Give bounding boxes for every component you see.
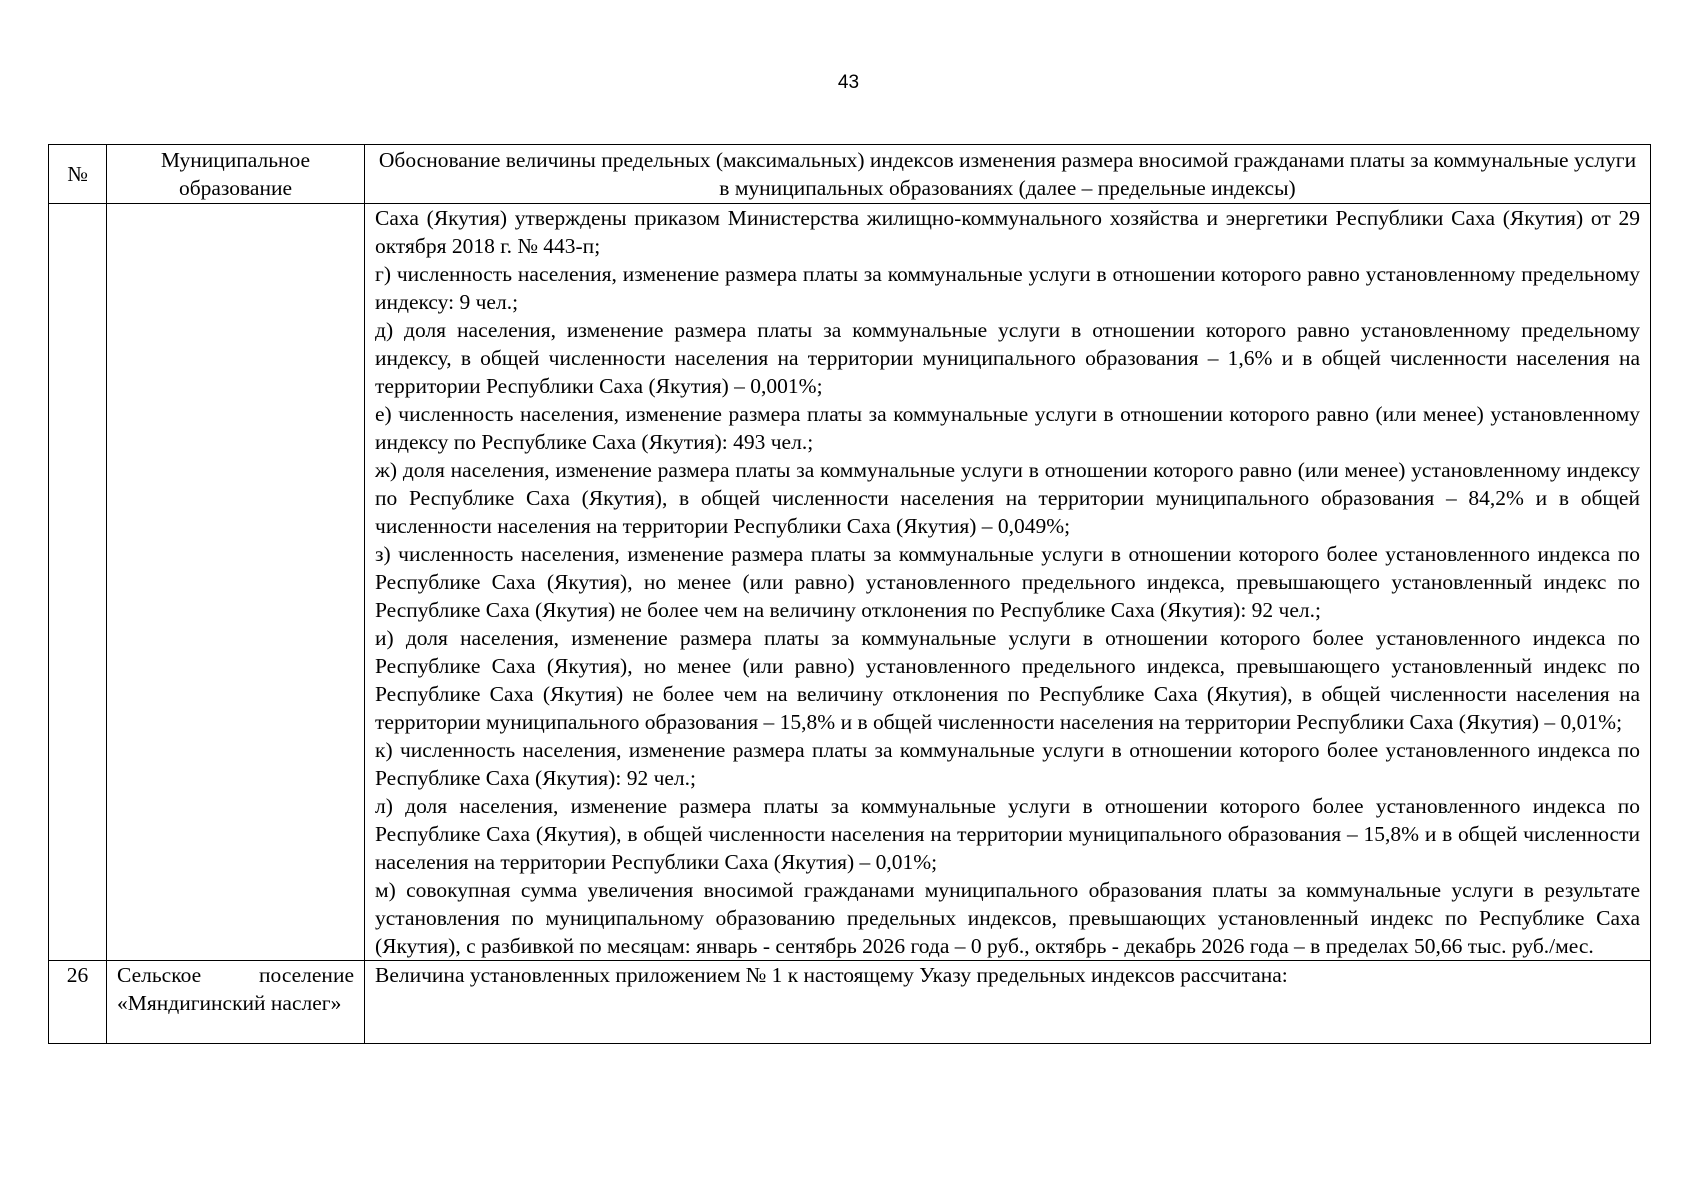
paragraph-zh: ж) доля населения, изменение размера платы за коммунальные услуги в отношении которого равно (или менее) установленному индексу по Республике Саха (Якутия), в общей численности населения на территории муниципального образования – 84,2% и в общей численности населения на территории Республики Саха (Якутия) – 0,049%; <box>375 458 1640 538</box>
paragraph-m: м) совокупная сумма увеличения вносимой гражданами муниципального образования платы за коммунальные услуги в результате установления по муниципальному образованию предельных индексов, превышающих установленный индекс по Республике Саха (Якутия), с разбивкой по месяцам: январь - сентябрь 2026 года – 0 руб., октябрь - декабрь 2026 года – в пределах 50,66 тыс. руб./мес. <box>375 878 1640 958</box>
paragraph-l: л) доля населения, изменение размера платы за коммунальные услуги в отношении которого более установленного индекса по Республике Саха (Якутия), в общей численности населения на территории муниципального образования – 15,8% и в общей численности населения на территории Республики Саха (Якутия) – 0,01%; <box>375 794 1640 874</box>
municipality-cell: Сельское поселение «Мяндигинский наслег» <box>107 961 365 1044</box>
paragraph-intro: Величина установленных приложением № 1 к настоящему Указу предельных индексов рассчитана: <box>375 963 1288 987</box>
paragraph-z: з) численность населения, изменение размера платы за коммунальные услуги в отношении которого более установленного индекса по Республике Саха (Якутия), но менее (или равно) установленного предельного индекса, превышающего установленный индекс по Республике Саха (Якутия) не более чем на величину отклонения по Республике Саха (Якутия): 92 чел.; <box>375 542 1640 622</box>
table-row-continuation <box>49 204 1651 961</box>
header-municipality: Муниципальное образование <box>107 145 365 204</box>
paragraph-order-reference: Саха (Якутия) утверждены приказом Министерства жилищно-коммунального хозяйства и энергетики Республики Саха (Якутия) от 29 октября 2018 г. № 443-п; <box>375 206 1640 258</box>
header-number: № <box>49 145 107 204</box>
row-number-cell <box>49 204 107 961</box>
paragraph-i: и) доля населения, изменение размера платы за коммунальные услуги в отношении которого более установленного индекса по Республике Саха (Якутия), но менее (или равно) установленного предельного индекса, превышающего установленный индекс по Республике Саха (Якутия) не более чем на величину отклонения по Республике Саха (Якутия), в общей численности населения на территории муниципального образования – 15,8% и в общей численности населения на территории Республики Саха (Якутия) – 0,01%; <box>375 626 1640 734</box>
justification-cell <box>365 961 1651 1044</box>
row-number-cell: 26 <box>49 961 107 1044</box>
municipality-cell <box>107 204 365 961</box>
paragraph-k: к) численность населения, изменение размера платы за коммунальные услуги в отношении которого более установленного индекса по Республике Саха (Якутия): 92 чел.; <box>375 738 1640 790</box>
paragraph-g: г) численность населения, изменение размера платы за коммунальные услуги в отношении которого равно установленному предельному индексу: 9 чел.; <box>375 262 1640 314</box>
indices-justification-table <box>48 144 1651 1044</box>
table-row-26 <box>49 961 1651 1044</box>
page-number: 43 <box>837 72 860 93</box>
justification-cell <box>365 204 1651 961</box>
table-header-row <box>49 145 1651 204</box>
paragraph-d: д) доля населения, изменение размера платы за коммунальные услуги в отношении которого равно установленному предельному индексу, в общей численности населения на территории муниципального образования – 1,6% и в общей численности населения на территории Республики Саха (Якутия) – 0,001%; <box>375 318 1640 398</box>
paragraph-e: е) численность населения, изменение размера платы за коммунальные услуги в отношении которого равно (или менее) установленному индексу по Республике Саха (Якутия): 493 чел.; <box>375 402 1640 454</box>
header-justification: Обоснование величины предельных (максимальных) индексов изменения размера вносимой гражданами платы за коммунальные услуги в муниципальных образованиях (далее – предельные индексы) <box>365 145 1651 204</box>
